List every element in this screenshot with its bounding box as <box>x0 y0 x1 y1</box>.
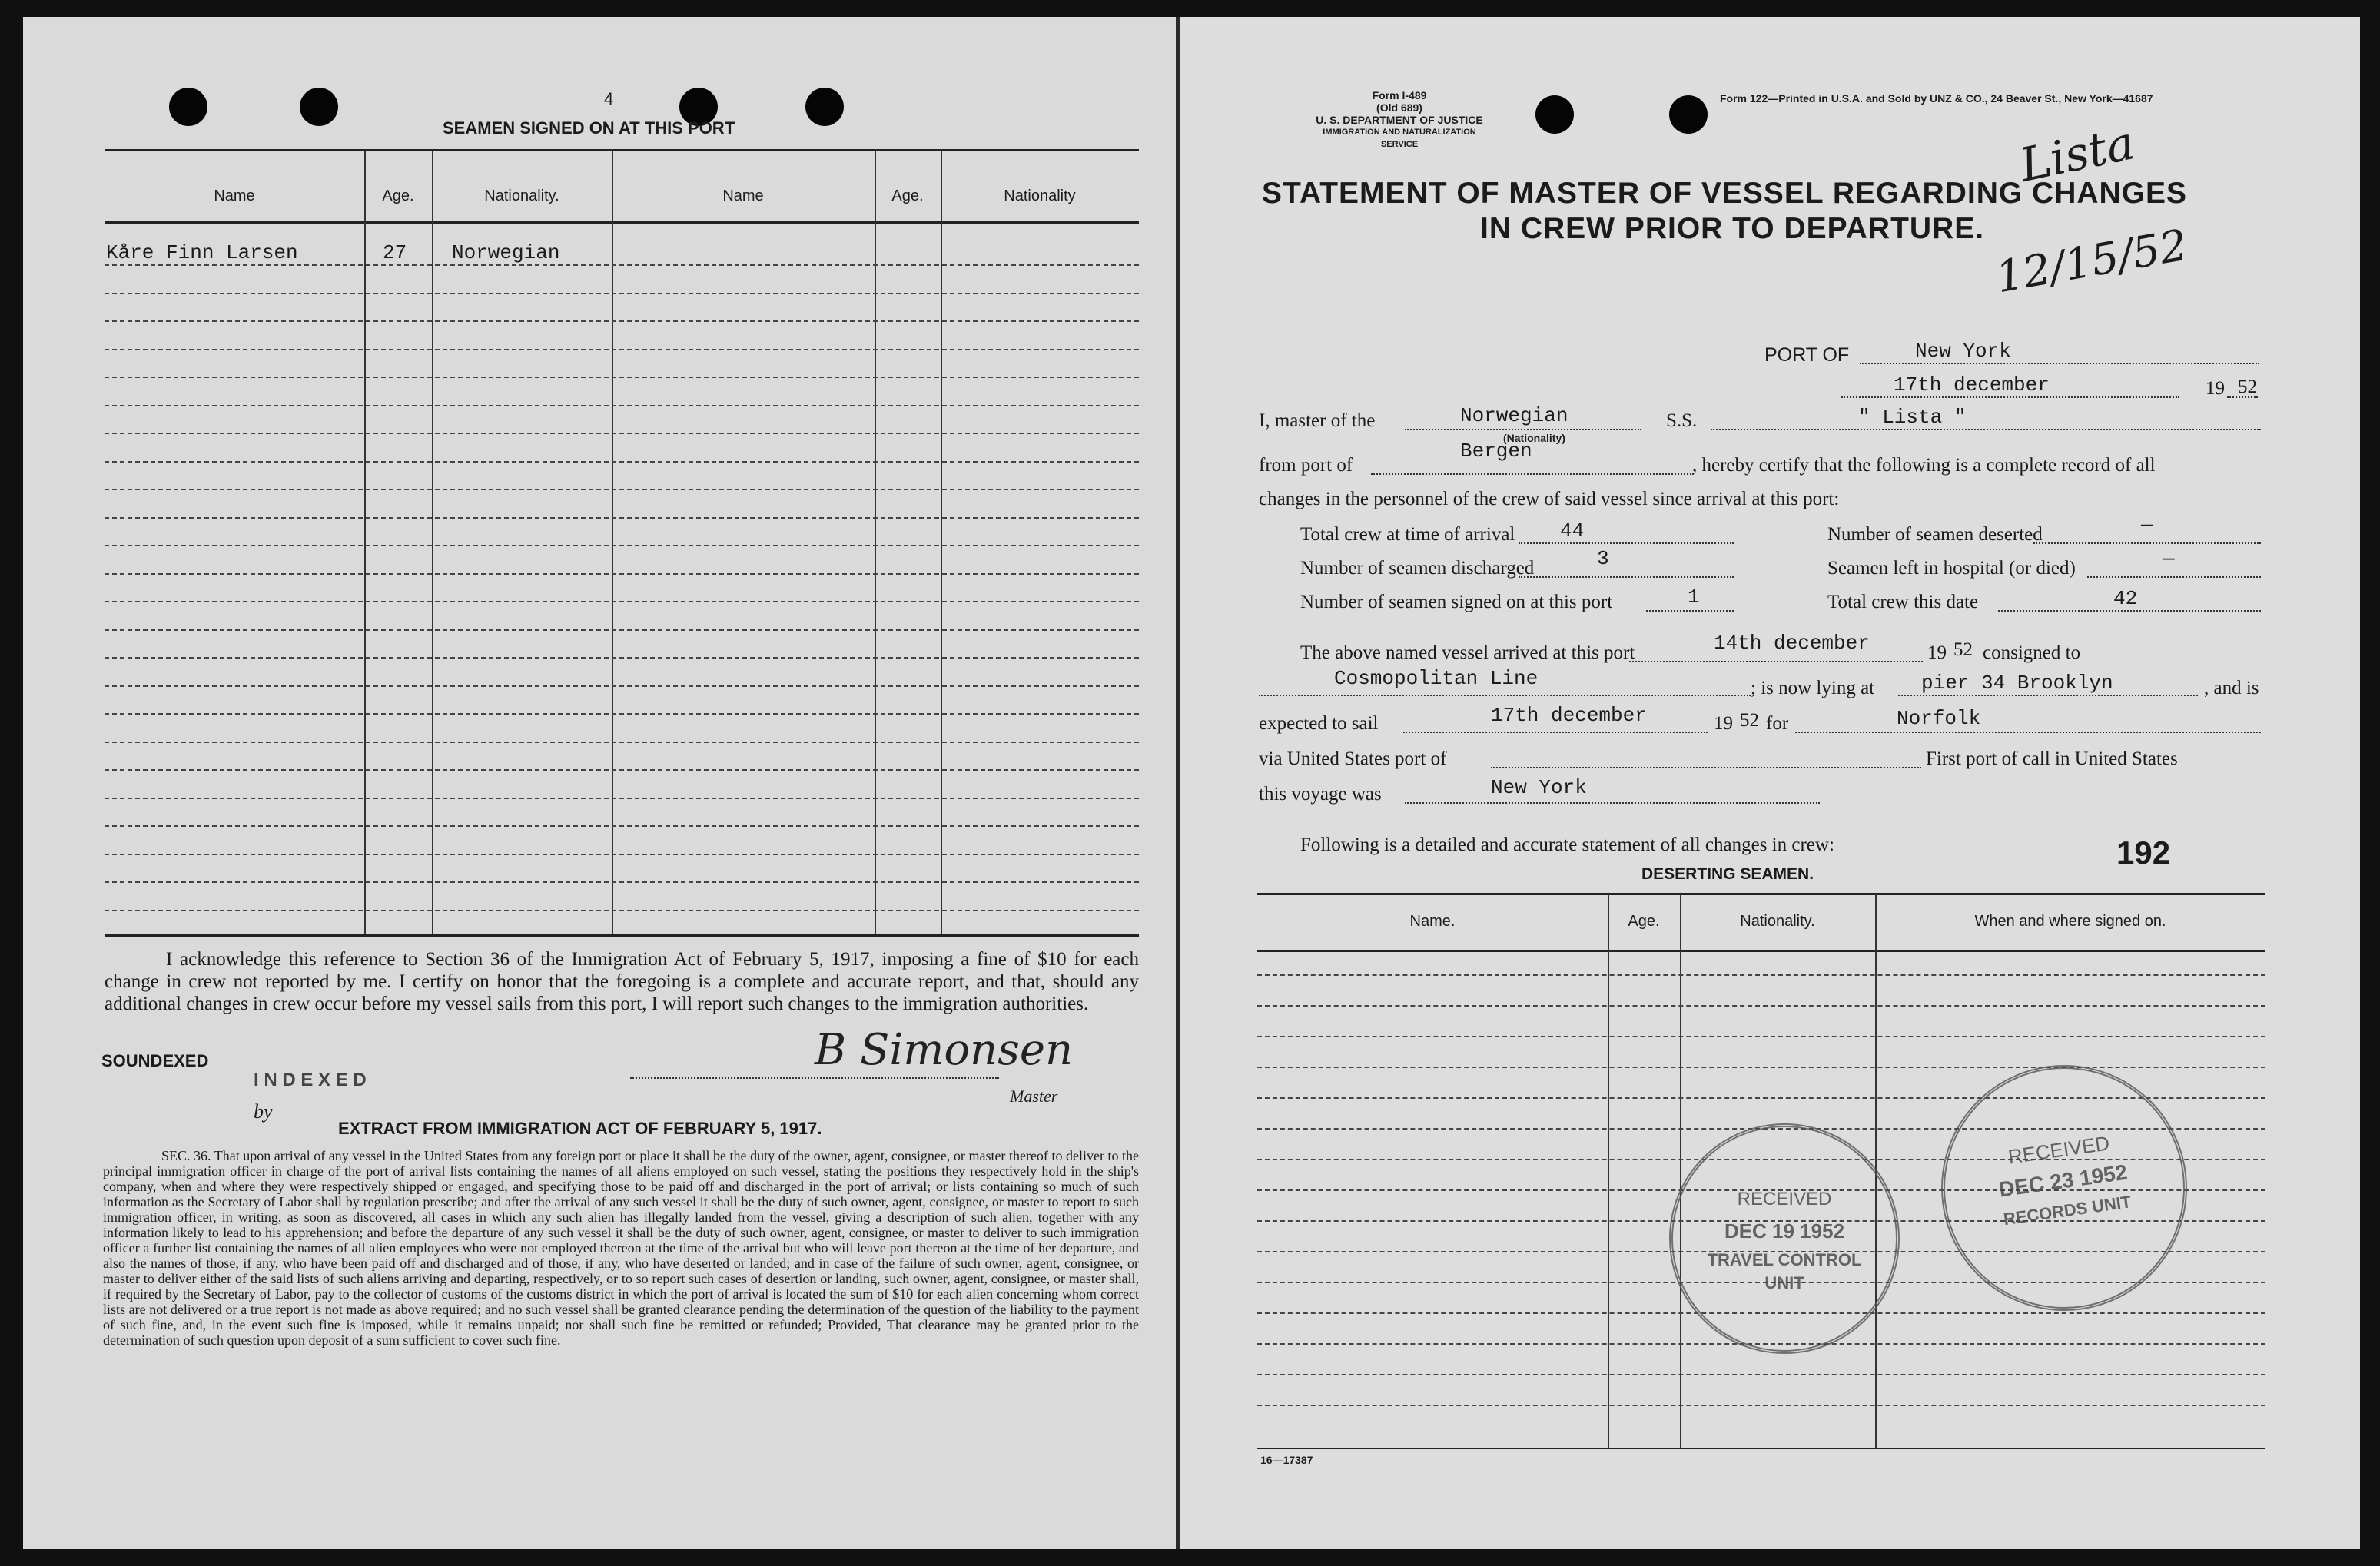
desert-col-divider <box>1608 894 1609 1448</box>
date-year-prefix: 19 <box>2206 378 2225 399</box>
form-header <box>1303 89 1495 151</box>
nationality-value: Norwegian <box>1460 404 1568 427</box>
certify-text: , hereby certify that the following is a complete record of all <box>1692 455 2156 476</box>
row-line <box>105 405 1139 406</box>
desert-row-line <box>1257 1067 2265 1068</box>
left-page <box>23 17 1176 1549</box>
nationality-line <box>1405 429 1641 430</box>
desert-column-nationality: Nationality. <box>1740 913 1815 930</box>
row-line <box>105 433 1139 434</box>
row-line <box>105 629 1139 631</box>
records-unit-stamp <box>1925 1049 2202 1326</box>
following-label: Following is a detailed and accurate statement of all changes in crew: <box>1300 834 1834 855</box>
master-signature: B Simonsen <box>815 1025 1074 1075</box>
stamp1-received: RECEIVED <box>1737 1189 1832 1209</box>
row-line <box>105 769 1139 771</box>
consigned-label: consigned to <box>1983 642 2081 663</box>
punch-hole <box>1535 95 1574 134</box>
from-port-line <box>1371 473 1694 475</box>
stamp1-date: DEC 19 1952 <box>1724 1219 1845 1243</box>
handwritten-date: 12/15/52 <box>1992 220 2192 304</box>
extract-title: EXTRACT FROM IMMIGRATION ACT OF FEBRUARY 5, 1917. <box>338 1119 822 1138</box>
row-line <box>105 910 1139 911</box>
printer-line: Form 122—Printed in U.S.A. and Sold by UNZ & CO., 24 Beaver St., New York—41687 <box>1720 92 2153 105</box>
page-number: 4 <box>604 89 614 108</box>
desert-row-line <box>1257 974 2265 976</box>
row-line <box>105 461 1139 463</box>
table-top-rule <box>105 149 1139 151</box>
table-header-rule <box>105 221 1139 224</box>
port-of-label: PORT OF <box>1764 344 1850 366</box>
column-header-name-2: Name <box>722 187 764 204</box>
expected-label: expected to sail <box>1259 713 1379 734</box>
expected-year-value: 52 <box>1740 710 1759 731</box>
row-line <box>105 685 1139 687</box>
punch-hole <box>1669 95 1708 134</box>
stat-line <box>1519 576 1734 578</box>
row-line <box>105 545 1139 546</box>
date-line <box>1841 396 2179 398</box>
row-line <box>105 293 1139 294</box>
form-title-line1: STATEMENT OF MASTER OF VESSEL REGARDING CHANGES <box>1262 177 2188 210</box>
travel-control-stamp <box>1669 1123 1900 1354</box>
for-label: for <box>1766 713 1789 734</box>
port-value: New York <box>1915 340 2011 363</box>
stamp2-line1: RECORDS UNIT <box>2002 1192 2133 1229</box>
deserted-value: — <box>2141 513 2153 536</box>
column-header-nationality-2: Nationality <box>1004 187 1076 204</box>
desert-row-line <box>1257 1405 2265 1406</box>
and-is-label: , and is <box>2204 678 2259 698</box>
ss-label: S.S. <box>1666 410 1698 431</box>
signature-line <box>630 1077 999 1079</box>
row-line <box>105 377 1139 378</box>
signed-on-label: Number of seamen signed on at this port <box>1300 592 1613 612</box>
acknowledgement-text: I acknowledge this reference to Section 36 of the Immigration Act of February 5, 1917, imposing a fine of $10 for each change in crew not reported by me. I certify on honor that the foregoing is a complete and accurate report, and that, should any additional changes in crew occur before my vessel sails from this port, I will report such changes to the immigration authorities. <box>105 949 1139 1014</box>
stat-line <box>2087 576 2261 578</box>
row-line <box>105 573 1139 575</box>
discharged-label: Number of seamen discharged <box>1300 558 1535 579</box>
date-year-value: 52 <box>2238 377 2257 397</box>
punch-hole <box>805 88 844 126</box>
lying-line <box>1898 695 2198 696</box>
expected-line <box>1403 732 1708 733</box>
signed-on-title: SEAMEN SIGNED ON AT THIS PORT <box>443 118 735 138</box>
stamp1-line2: UNIT <box>1764 1273 1804 1292</box>
desert-table-header-rule <box>1257 950 2265 952</box>
column-header-nationality: Nationality. <box>484 187 559 204</box>
ss-value: " Lista " <box>1858 406 1967 429</box>
seaman-name: Kåre Finn Larsen <box>106 241 298 264</box>
row-line <box>105 601 1139 602</box>
nationality-caption: (Nationality) <box>1503 432 1565 444</box>
table-bottom-rule <box>105 934 1139 937</box>
hospital-label: Seamen left in hospital (or died) <box>1827 558 2076 579</box>
row-line <box>105 798 1139 799</box>
signed-on-value: 1 <box>1688 586 1700 609</box>
this-voyage-label: this voyage was <box>1259 784 1382 805</box>
total-crew-arrival-label: Total crew at time of arrival <box>1300 524 1515 545</box>
desert-col-divider <box>1680 894 1681 1448</box>
deserting-title: DESERTING SEAMEN. <box>1641 865 1814 883</box>
via-line <box>1491 767 1921 768</box>
desert-column-age: Age. <box>1628 913 1660 930</box>
col-divider <box>875 151 876 934</box>
department-name: U. S. DEPARTMENT OF JUSTICE <box>1316 114 1483 126</box>
desert-table-top <box>1257 893 2265 895</box>
port-line <box>1860 363 2259 364</box>
row-line <box>105 742 1139 743</box>
desert-row-line <box>1257 1036 2265 1037</box>
first-port-label: First port of call in United States <box>1926 748 2178 769</box>
hospital-value: — <box>2163 547 2175 570</box>
indexed-stamp: I N D E X E D <box>254 1070 367 1090</box>
master-of-label: I, master of the <box>1259 410 1376 431</box>
row-line <box>105 854 1139 855</box>
section-36-text: SEC. 36. That upon arrival of any vessel in the United States from any foreign port or place it shall be the duty of the owner, agent, consignee, or master thereof to deliver to the principal immigration officer in charge of the port of arrival lists containing the names of all aliens employed on such vessel, stating the positions they respectively hold in the ship's company, when and where they were respectively shipped or engaged, and specifying those to be paid off and discharged in the port of arrival; or lists containing so much of such information as the Secretary of Labor shall by regulation prescribe; and after the arrival of any such vessel it shall be the duty of such owner, agent, consignee, or master to report to such immigration officer, in writing, as soon as discovered, all cases in which any such alien has illegally landed from the vessel, giving a description of such alien, together with any information likely to lead to his apprehension; and before the departure of any such vessel it shall be the duty of such owner, agent, consignee, or master to deliver to such immigration officer a further list containing the names of all alien employees who were not employed thereon at the time of the arrival but who will leave port thereon at the time of her departure, and also the names of those, if any, who have been paid off and discharged and of those, if any, who have deserted or landed; and in case of the failure of such owner, agent, consignee, or master to deliver either of the said lists of such aliens arriving and departing, respectively, or to so report such cases of desertion or landing, such owner, agent, consignee, or master shall, if required by the Secretary of Labor, pay to the collector of customs of the customs district in which the port of arrival is located the sum of $10 for each alien concerning whom correct lists are not delivered or a true report is not made as above required; and no such vessel shall be granted clearance pending the determination of the question of the liability to the payment of such fine, and, in the event such fine is imposed, while it remains unpaid; nor shall such fine be remitted or refunded; Provided, That clearance may be granted prior to the determination of such question upon deposit of a sum sufficient to cover such fine. <box>103 1148 1139 1348</box>
row-line <box>105 320 1139 322</box>
arrived-year-prefix: 19 <box>1927 642 1947 663</box>
col-divider <box>432 151 433 934</box>
stamp2-date: DEC 23 1952 <box>1997 1160 2129 1202</box>
row-line <box>105 489 1139 490</box>
column-header-name: Name <box>214 187 255 204</box>
desert-row-line <box>1257 1005 2265 1007</box>
seaman-nationality: Norwegian <box>452 241 560 264</box>
seaman-age: 27 <box>383 241 407 264</box>
desert-table-bottom <box>1257 1448 2265 1449</box>
footer-code: 16—17387 <box>1260 1454 1313 1466</box>
changes-text: changes in the personnel of the crew of said vessel since arrival at this port: <box>1259 489 1840 509</box>
row-line <box>105 517 1139 519</box>
for-line <box>1795 732 2261 733</box>
form-number: Form I-489 <box>1372 89 1427 101</box>
desert-row-line <box>1257 1374 2265 1375</box>
stamp1-line1: TRAVEL CONTROL <box>1707 1250 1862 1269</box>
arrived-label: The above named vessel arrived at this port <box>1300 642 1635 663</box>
punch-hole <box>169 88 207 126</box>
stat-line <box>2033 542 2261 544</box>
this-voyage-line <box>1405 802 1820 804</box>
consignee-line <box>1259 695 1751 696</box>
row-line <box>105 264 1139 266</box>
soundexed-stamp: SOUNDEXED <box>101 1051 209 1070</box>
stat-line <box>1646 610 1734 612</box>
col-divider <box>364 151 366 934</box>
total-crew-date-value: 42 <box>2113 587 2138 610</box>
expected-value: 17th december <box>1491 704 1647 727</box>
row-line <box>105 713 1139 715</box>
stat-line <box>1519 542 1734 544</box>
column-header-age-2: Age. <box>891 187 924 204</box>
expected-year-prefix: 19 <box>1714 713 1733 734</box>
from-port-label: from port of <box>1259 455 1353 476</box>
total-crew-arrival-value: 44 <box>1560 519 1585 542</box>
lying-value: pier 34 Brooklyn <box>1921 672 2113 695</box>
ss-line <box>1711 429 2261 430</box>
date-value: 17th december <box>1894 373 2050 396</box>
right-page <box>1180 17 2360 1549</box>
this-voyage-value: New York <box>1491 776 1587 799</box>
punch-hole <box>300 88 338 126</box>
column-header-age: Age. <box>382 187 414 204</box>
desert-column-name: Name. <box>1409 913 1456 930</box>
col-divider <box>941 151 942 934</box>
desert-column-signed-on: When and where signed on. <box>1974 913 2166 930</box>
arrived-year-value: 52 <box>1953 639 1973 660</box>
for-value: Norfolk <box>1897 707 1981 730</box>
row-line <box>105 657 1139 659</box>
stamp2-received: RECEIVED <box>2007 1131 2111 1169</box>
form-old-number: (Old 689) <box>1376 101 1422 114</box>
service-name: IMMIGRATION AND NATURALIZATION SERVICE <box>1323 128 1476 149</box>
arrived-value: 14th december <box>1714 632 1870 655</box>
via-label: via United States port of <box>1259 748 1447 769</box>
master-label: Master <box>1010 1087 1058 1106</box>
arrived-line <box>1629 661 1923 662</box>
total-crew-date-label: Total crew this date <box>1827 592 1979 612</box>
lying-label: ; is now lying at <box>1751 678 1875 698</box>
row-line <box>105 881 1139 883</box>
from-port-value: Bergen <box>1460 440 1532 463</box>
row-line <box>105 825 1139 827</box>
row-line <box>105 349 1139 350</box>
consignee-value: Cosmopolitan Line <box>1334 667 1539 690</box>
discharged-value: 3 <box>1597 547 1609 570</box>
col-divider <box>612 151 613 934</box>
stat-line <box>1998 610 2261 612</box>
form-title-line2: IN CREW PRIOR TO DEPARTURE. <box>1480 212 1985 245</box>
handwritten-vessel: Lista <box>2015 116 2139 193</box>
record-number: 192 <box>2116 834 2171 871</box>
by-label: by <box>254 1100 273 1123</box>
deserted-label: Number of seamen deserted <box>1827 524 2043 545</box>
